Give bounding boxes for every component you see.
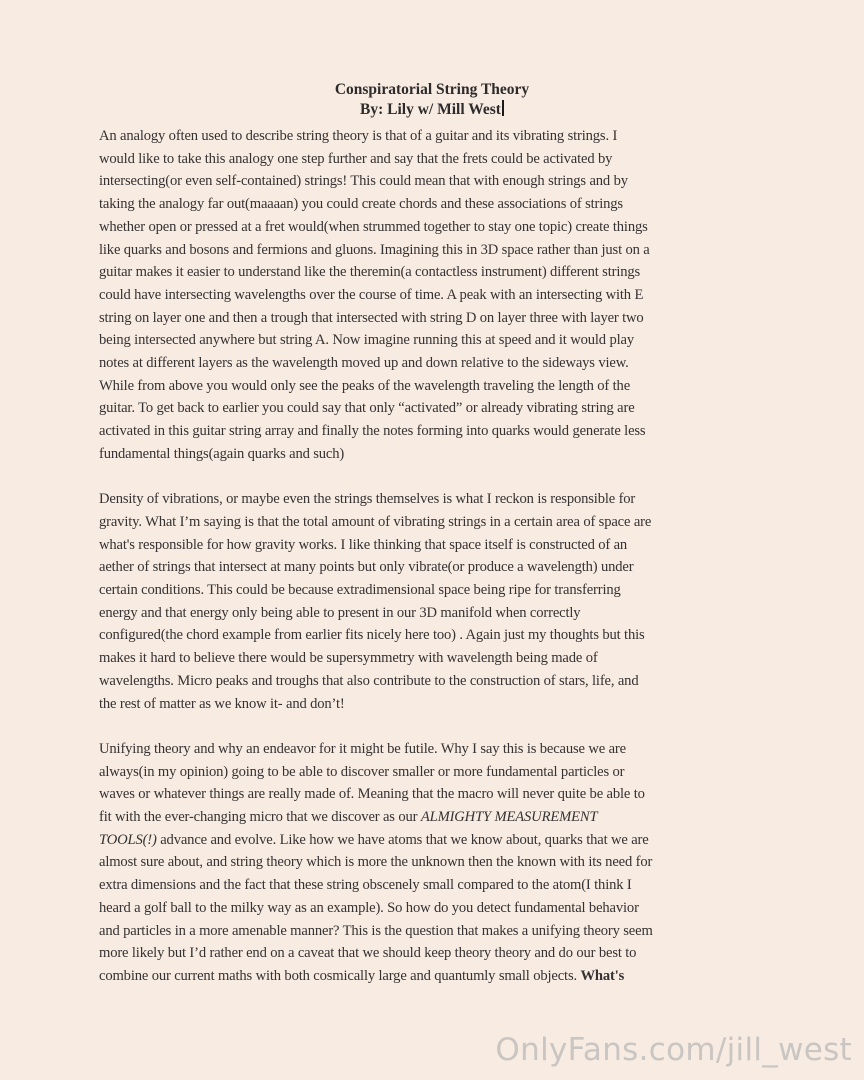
text-line: the rest of matter as we know it- and don’t!	[99, 695, 345, 712]
text-line: would like to take this analogy one step further and say that the frets could be activated by	[99, 150, 613, 167]
text-line: activated in this guitar string array and finally the notes forming into quarks would generate less	[99, 423, 646, 440]
paragraph-2	[99, 488, 774, 715]
text-line: aether of strings that intersect at many points but only vibrate(or produce a wavelength) under	[99, 559, 634, 576]
text-line: whether open or pressed at a fret would(when strummed together to stay one topic) create things	[99, 218, 648, 235]
text-run: advance and evolve. Like how we have atoms that we know about, quarks that we are	[156, 831, 649, 848]
text-line: Density of vibrations, or maybe even the strings themselves is what I reckon is responsible for	[99, 491, 636, 508]
text-line: could have intersecting wavelengths over the course of time. A peak with an intersecting with E	[99, 286, 644, 303]
text-line: like quarks and bosons and fermions and gluons. Imagining this in 3D space rather than just on a	[99, 241, 650, 258]
text-line: wavelengths. Micro peaks and troughs that also contribute to the construction of stars, life, and	[99, 672, 639, 689]
document-title: Conspiratorial String Theory	[334, 81, 530, 98]
text-line: gravity. What I’m saying is that the total amount of vibrating strings in a certain area of space are	[99, 513, 652, 530]
text-line: intersecting(or even self-contained) strings! This could mean that with enough strings and by	[99, 173, 628, 190]
document-header	[0, 80, 864, 120]
text-line: taking the analogy far out(maaaan) you could create chords and these associations of strings	[99, 196, 623, 213]
text-line: An analogy often used to describe string theory is that of a guitar and its vibrating strings. I	[99, 128, 618, 144]
text-run: fit with the ever-changing micro that we discover as our	[99, 809, 421, 826]
paragraph-1	[99, 125, 774, 466]
text-line: guitar. To get back to earlier you could say that only “activated” or already vibrating string are	[99, 400, 635, 417]
text-line: notes at different layers as the wavelength moved up and down relative to the sideways view.	[99, 355, 629, 372]
text-line: heard a golf ball to the milky way as an example). So how do you detect fundamental behavior	[99, 899, 639, 916]
watermark-text: OnlyFans.com/jill_west	[495, 1032, 852, 1068]
text-line: configured(the chord example from earlier fits nicely here too) . Again just my thoughts but this	[99, 627, 645, 644]
text-line: makes it hard to believe there would be supersymmetry with wavelength being made of	[99, 650, 598, 667]
text-line: extra dimensions and the fact that these string obscenely small compared to the atom(I think I	[99, 877, 632, 894]
text-line-mixed	[99, 806, 774, 829]
text-run: combine our current maths with both cosmically large and quantumly small objects.	[99, 967, 581, 984]
text-line: fundamental things(again quarks and such)	[99, 445, 345, 462]
paragraph-gap	[99, 466, 774, 489]
document-byline: By: Lily w/ Mill West	[360, 101, 501, 118]
text-cursor	[502, 100, 504, 116]
text-line-mixed	[99, 829, 774, 852]
text-line: certain conditions. This could be because extradimensional space being ripe for transferring	[99, 582, 621, 599]
text-line: Unifying theory and why an endeavor for it might be futile. Why I say this is because we are	[99, 740, 626, 757]
text-line: While from above you would only see the peaks of the wavelength traveling the length of the	[99, 377, 631, 394]
text-line: energy and that energy only being able to present in our 3D manifold when correctly	[99, 604, 581, 621]
text-line: almost sure about, and string theory which is more the unknown then the known with its need for	[99, 854, 653, 871]
text-line: being intersected anywhere but string A. Now imagine running this at speed and it would play	[99, 332, 634, 349]
text-line: guitar makes it easier to understand like the theremin(a contactless instrument) different strings	[99, 264, 641, 281]
text-line: string on layer one and then a trough that intersected with string D on layer three with layer two	[99, 309, 644, 326]
document-body	[99, 125, 774, 988]
bold-text: What's	[580, 967, 625, 984]
byline-wrap	[0, 100, 864, 120]
text-line: waves or whatever things are really made of. Meaning that the macro will never quite be able to	[99, 786, 645, 803]
text-line: and particles in a more amenable manner? This is the question that makes a unifying theory seem	[99, 922, 653, 939]
text-line-mixed	[99, 965, 774, 988]
emphasis-text: ALMIGHTY MEASUREMENT	[420, 809, 598, 826]
paragraph-gap	[99, 715, 774, 738]
emphasis-text: TOOLS(!)	[99, 831, 157, 848]
text-line: what's responsible for how gravity works. I like thinking that space itself is constructed of an	[99, 536, 628, 553]
text-line: more likely but I’d rather end on a caveat that we should keep theory theory and do our best to	[99, 945, 637, 962]
text-line: always(in my opinion) going to be able to discover smaller or more fundamental particles or	[99, 763, 625, 780]
paragraph-3	[99, 738, 774, 988]
